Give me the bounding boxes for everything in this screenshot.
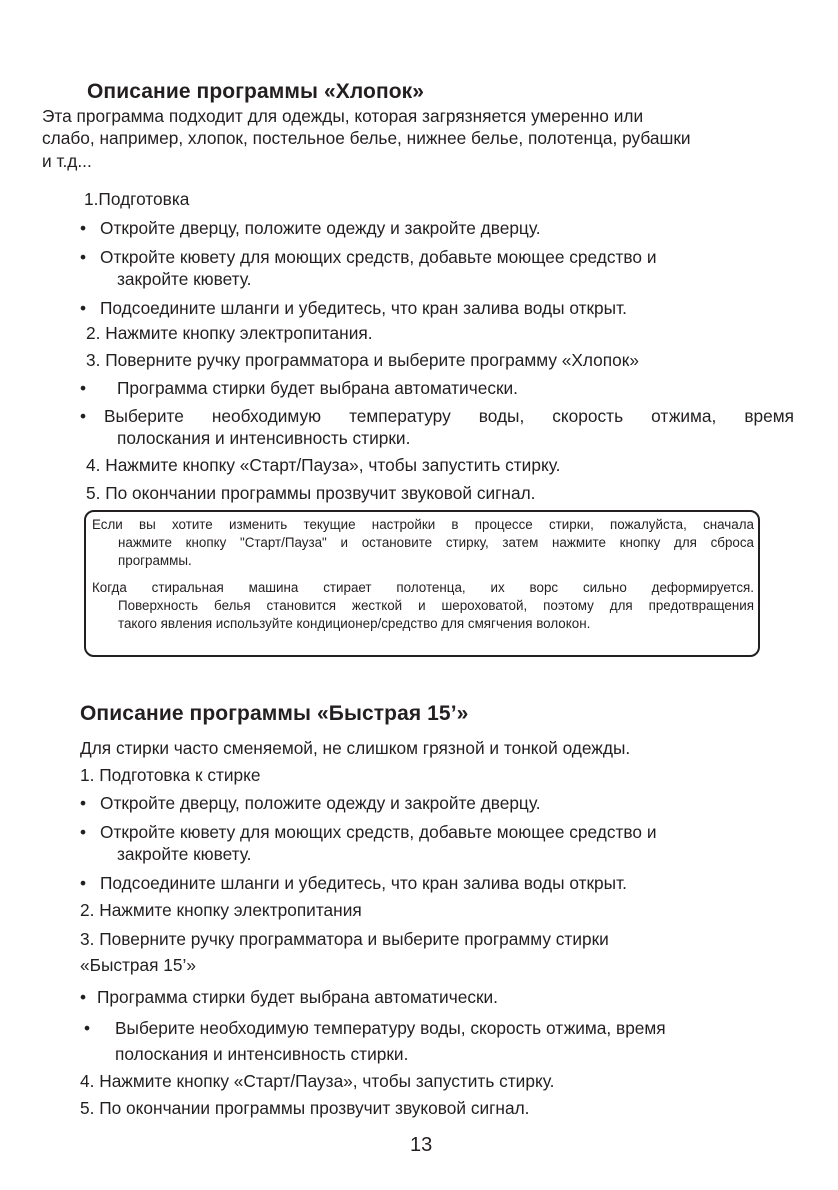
- bullet-icon: •: [80, 873, 87, 893]
- bullet-detergent-line1: Откройте кювету для моющих средств, добавьте моющее средство и: [100, 247, 657, 267]
- section2-intro: Для стирки часто сменяемой, не слишком грязной и тонкой одежды.: [80, 738, 631, 758]
- bullet-open-door: Откройте дверцу, положите одежду и закройте дверцу.: [100, 218, 541, 238]
- bullet-auto-select: Программа стирки будет выбрана автоматически.: [97, 987, 498, 1007]
- bullet-open-door: Откройте дверцу, положите одежду и закройте дверцу.: [100, 793, 541, 813]
- bullet-auto-select: Программа стирки будет выбрана автоматически.: [117, 378, 518, 398]
- bullet-icon: •: [80, 987, 87, 1007]
- step-3-line1: 3. Поверните ручку программатора и выберите программу стирки: [80, 929, 609, 949]
- bullet-settings-line1: Выберите необходимую температуру воды, скорость отжима, время: [104, 406, 794, 426]
- step-4-start: 4. Нажмите кнопку «Старт/Пауза», чтобы запустить стирку.: [86, 455, 561, 475]
- step-2-power: 2. Нажмите кнопку электропитания.: [86, 323, 373, 343]
- step-5-signal: 5. По окончании программы прозвучит звуковой сигнал.: [86, 483, 536, 503]
- note-1-line-3: программы.: [118, 553, 192, 568]
- note-2-line-3: такого явления используйте кондиционер/средство для смягчения волокон.: [118, 616, 591, 631]
- bullet-icon: •: [80, 793, 87, 813]
- intro-line-3: и т.д...: [42, 151, 92, 171]
- notice-box: [84, 510, 760, 657]
- bullet-hoses: Подсоедините шланги и убедитесь, что кран залива воды открыт.: [100, 298, 627, 318]
- bullet-icon: •: [80, 378, 87, 398]
- intro-line-1: Эта программа подходит для одежды, которая загрязняется умеренно или: [42, 106, 644, 126]
- note-1-line-1: Если вы хотите изменить текущие настройки в процессе стирки, пожалуйста, сначала: [92, 517, 754, 532]
- bullet-settings-line1: Выберите необходимую температуру воды, скорость отжима, время: [115, 1018, 666, 1038]
- note-2-line-2: Поверхность белья становится жесткой и шероховатой, поэтому для предотвращения: [118, 598, 754, 613]
- bullet-icon: •: [80, 406, 87, 426]
- step-1-preparation: 1.Подготовка: [84, 189, 190, 209]
- step-3-select-program: 3. Поверните ручку программатора и выберите программу «Хлопок»: [86, 350, 639, 370]
- step-2-power: 2. Нажмите кнопку электропитания: [80, 900, 362, 920]
- bullet-icon: •: [80, 822, 87, 842]
- bullet-settings-line2: полоскания и интенсивность стирки.: [117, 428, 411, 448]
- step-1-preparation-wash: 1. Подготовка к стирке: [80, 765, 261, 785]
- bullet-detergent-line2: закройте кювету.: [117, 269, 252, 289]
- bullet-settings-line2: полоскания и интенсивность стирки.: [115, 1044, 409, 1064]
- bullet-hoses: Подсоедините шланги и убедитесь, что кран залива воды открыт.: [100, 873, 627, 893]
- bullet-icon: •: [80, 218, 87, 238]
- bullet-icon: •: [80, 247, 87, 267]
- section-title-cotton: Описание программы «Хлопок»: [87, 80, 425, 103]
- bullet-detergent-line2: закройте кювету.: [117, 844, 252, 864]
- intro-line-2: слабо, например, хлопок, постельное белье, нижнее белье, полотенца, рубашки: [42, 128, 691, 148]
- bullet-icon: •: [80, 298, 87, 318]
- section-title-quick15: Описание программы «Быстрая 15’»: [80, 702, 469, 725]
- step-3-line2: «Быстрая 15’»: [80, 955, 196, 975]
- bullet-detergent-line1: Откройте кювету для моющих средств, добавьте моющее средство и: [100, 822, 657, 842]
- step-5-signal: 5. По окончании программы прозвучит звуковой сигнал.: [80, 1098, 530, 1118]
- note-2-line-1: Когда стиральная машина стирает полотенца, их ворс сильно деформируется.: [92, 580, 754, 595]
- step-4-start: 4. Нажмите кнопку «Старт/Пауза», чтобы запустить стирку.: [80, 1071, 555, 1091]
- note-1-line-2: нажмите кнопку "Старт/Пауза" и остановите стирку, затем нажмите кнопку для сброса: [118, 535, 754, 550]
- page-number: 13: [410, 1134, 433, 1156]
- bullet-icon: •: [84, 1018, 91, 1038]
